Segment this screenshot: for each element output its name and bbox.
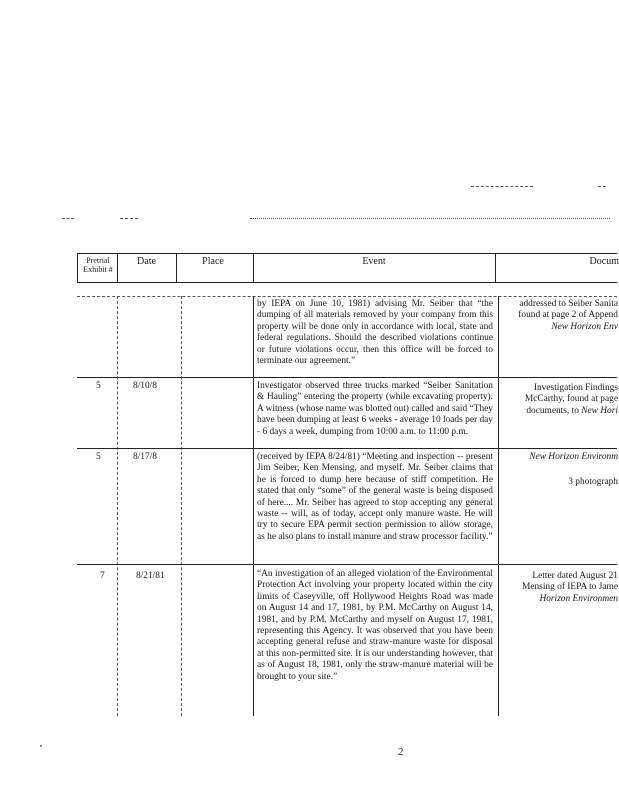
scan-speck [40,745,42,747]
page-number: 2 [398,746,404,758]
scan-mark [120,218,138,219]
scan-mark [62,218,74,219]
column-header-place: Place [202,256,224,267]
document-text: Letter dated August 21 Mensing of IEPA to Jame Horizon Environmen [521,571,618,604]
exhibit-number: 5 [96,381,101,391]
column-header-exhibit: Pretrial Exhibit # [83,256,113,274]
column-header-document: Docum [589,257,619,267]
event-text: (received by IEPA 8/24/81) “Meeting and inspection -- present Jim Seiber, Ken Mensing, and myself. Mr. Seiber claims that he is forced to dump here because of stiff competition. He stated that only “some” of the general waste is being disposed of here.... Mr. Seiber has agreed to stop accepting any general waste -- will, as of today, accept only manure waste. He will try to secure EPA permit section permission to allow storage, as he also plans to install manure and straw processor facility.” [257,452,493,542]
exhibit-number: 5 [96,452,101,462]
column-header-event: Event [362,256,386,267]
event-text: Investigator observed three trucks marked “Seiber Sanitation & Hauling” entering the property (while excavating property). A witness (whose name was blotted out) called and said “They have been dumping at least 6 weeks - average 10 loads per day - 6 days a week, dumping from 10:00 a.m. to 11:00 p.m. [257,381,493,437]
document-text: New Horizon Environm 3 photograph [529,452,618,488]
event-text: “An investigation of an alleged violation of the Environmental Protection Act involving your property located within the city limits of Caseyville, off Hollywood Heights Road was made on August 14 and 17, 1981, by P.M. McCarthy on August 14, 1981, and by P.M. McCarthy and myself on August 17, 1981, representing this Agency. It was observed that you have been accepting general refuse and straw-manure waste for disposal at this non-permitted site. It is our understanding however, that as of August 18, 1981, only the straw-manure material will be brought to your site.” [257,569,493,682]
scan-mark [598,186,606,187]
document-text: Investigation Findings McCarthy, found at page documents, to New Hori [524,383,618,416]
scan-mark [471,186,533,187]
scan-mark [250,218,610,219]
event-date: 8/17/8 [133,452,157,462]
column-header-date: Date [137,256,156,267]
event-text: by IEPA on June 10, 1981) advising Mr. Seiber that “the dumping of all materials removed by your company from this property will be done only in accordance with local, state and federal regulations. Should the described violations continue or future violations occur, then this office will be forced to terminate our agreement.” [257,299,493,367]
exhibit-number: 7 [100,571,105,581]
event-date: 8/10/8 [133,381,157,391]
document-text: addressed to Seiber Sanita found at page 2 of Append New Horizon Env [518,299,618,332]
event-date: 8/21/81 [136,571,165,581]
